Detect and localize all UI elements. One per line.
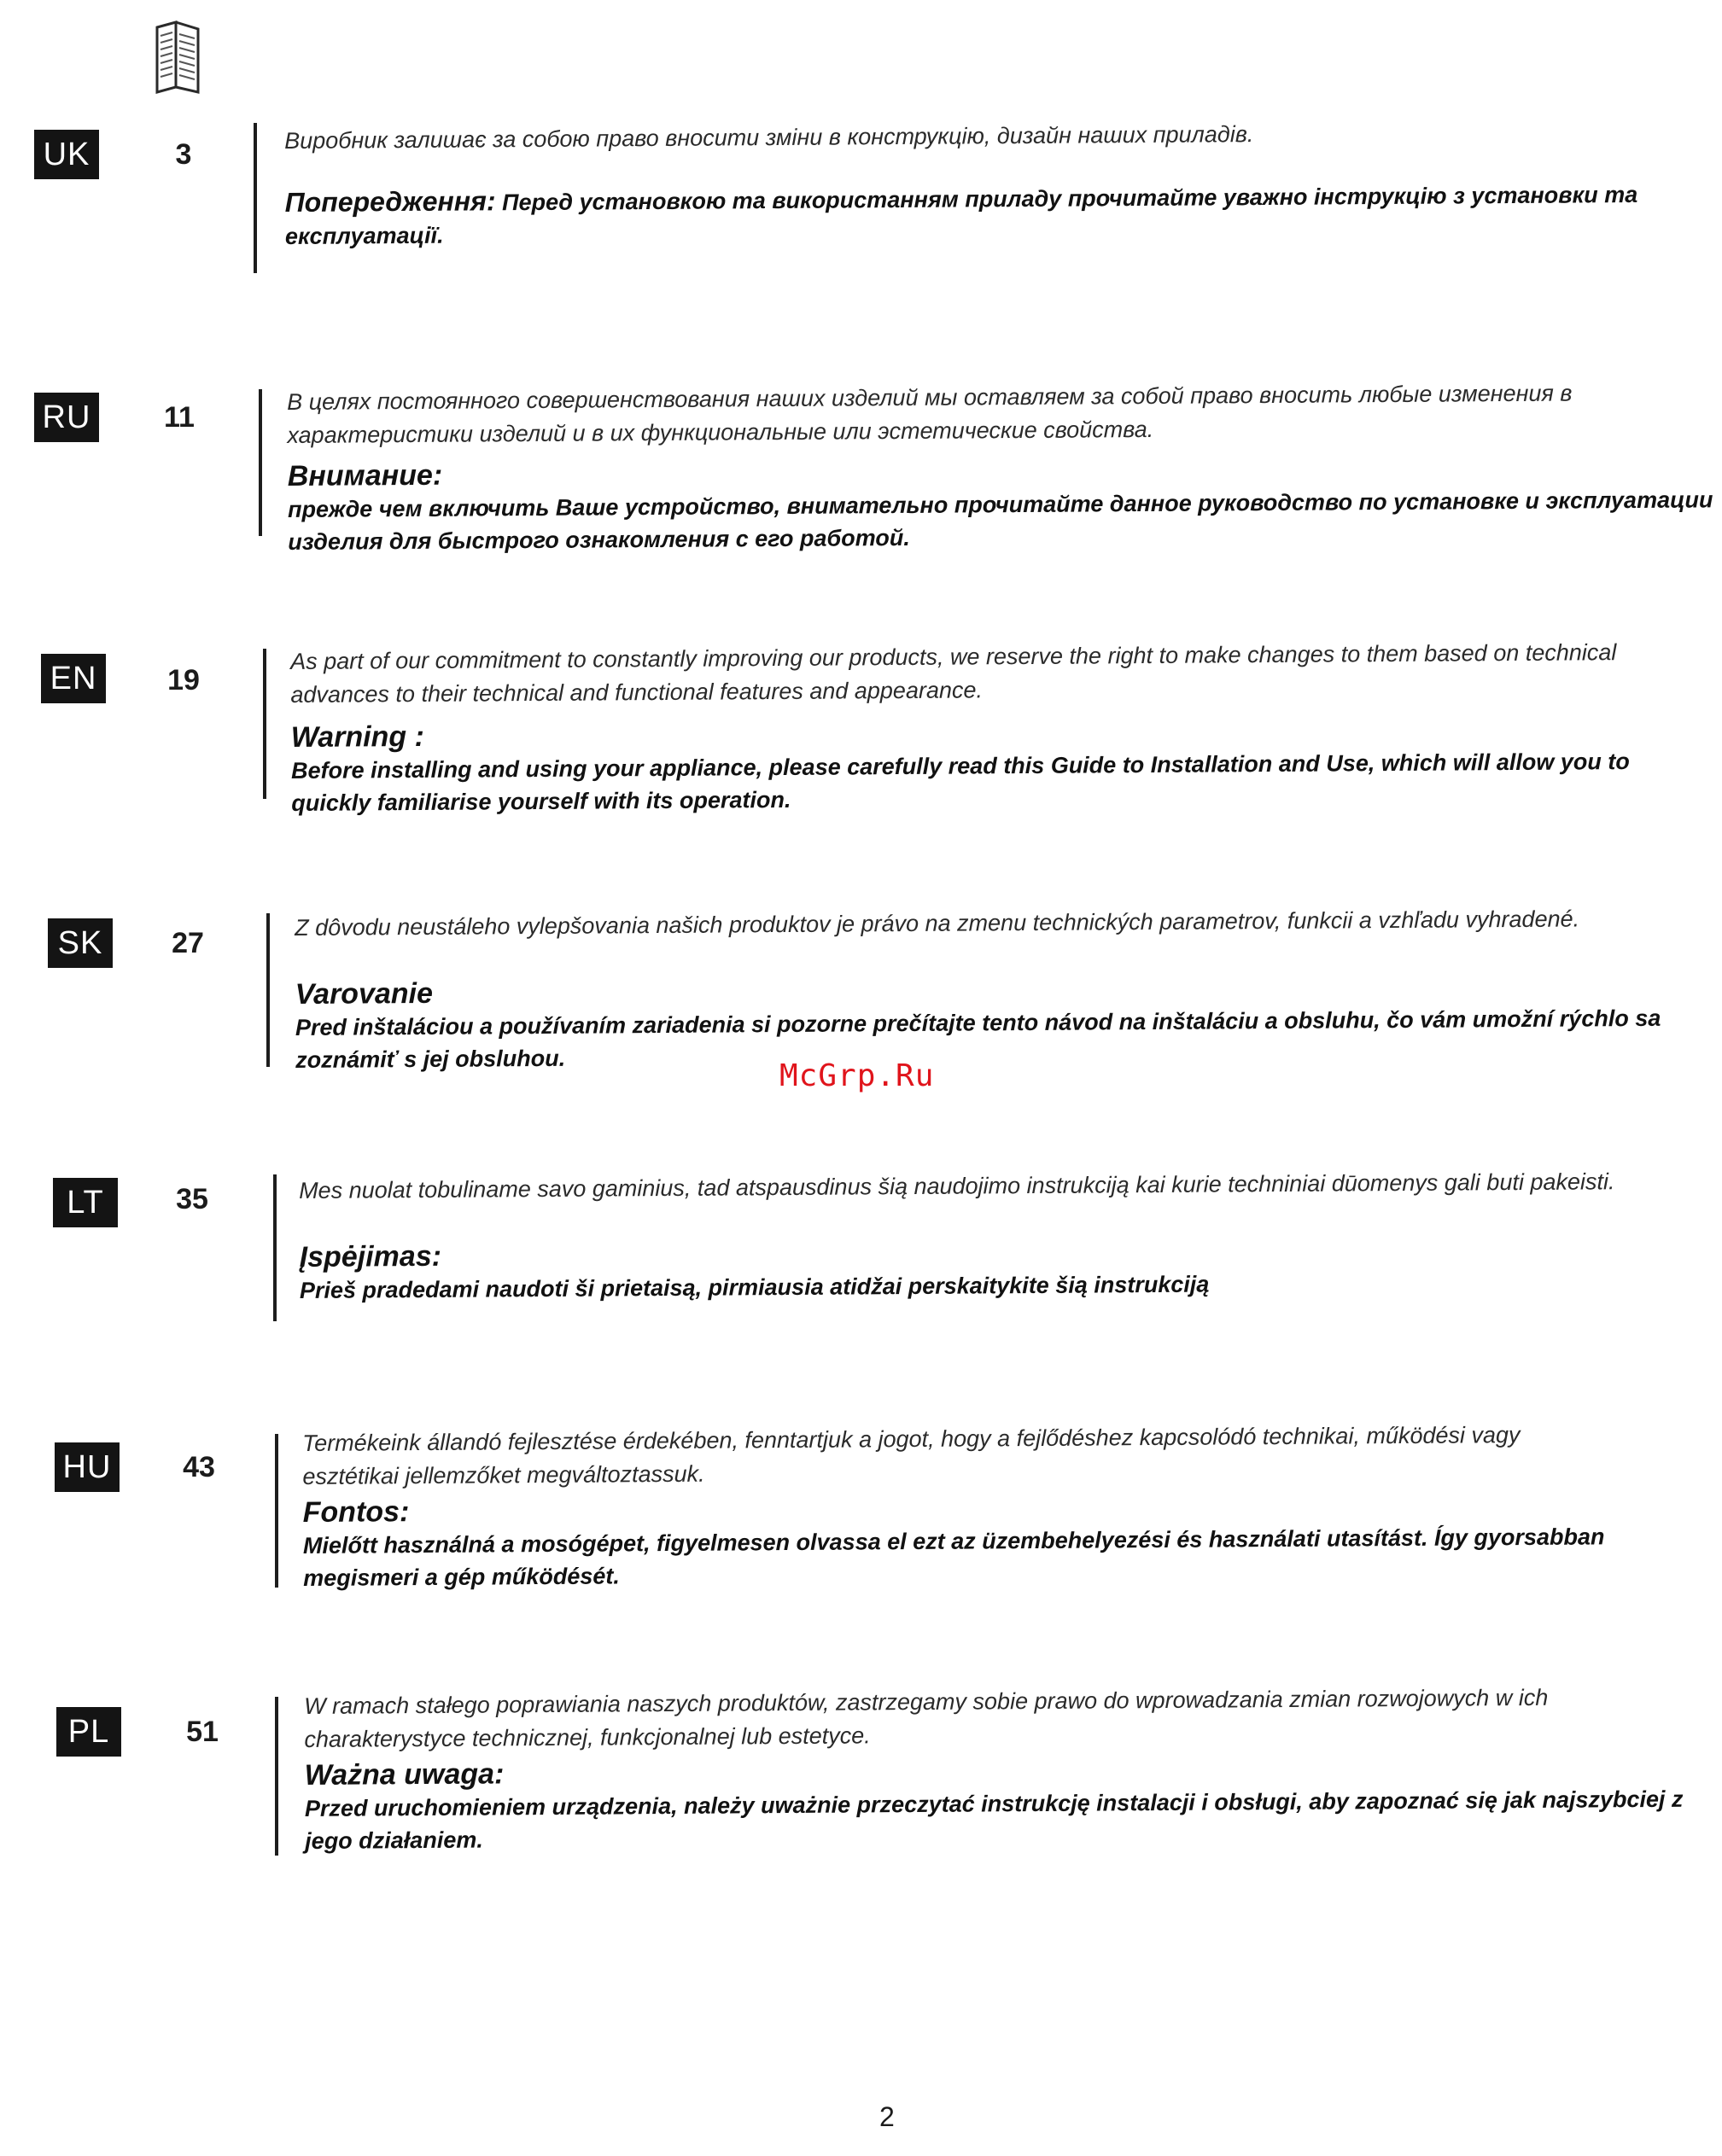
footer-page-number: 2 — [879, 2101, 895, 2132]
language-badge: EN — [41, 654, 106, 703]
section-warning-title: Warning : — [290, 720, 425, 754]
section-intro-text: Виробник залишає за собою право вносити зміни в конструкцію, дизайн наших приладів. — [284, 121, 1254, 154]
section-warning-title: Fontos: — [302, 1495, 410, 1529]
section-divider-line — [275, 1697, 278, 1856]
section-warning-text: Mielőtt használná a mosógépet, figyelmesen olvassa el ezt az üzembehelyezési és használati utasítást. Így gyorsabban megismeri a gép működését. — [302, 1524, 1605, 1591]
page-reference: 51 — [186, 1716, 219, 1748]
section-body — [287, 376, 1714, 558]
section-divider-line — [273, 1174, 277, 1321]
section-body — [284, 114, 1714, 253]
section-body — [299, 1164, 1714, 1307]
section-intro-text: В целях постоянного совершенствования наших изделий мы оставляем за собой право вносить любые изменения в характеристики изделий и в их функциональные или эстетические свойства. — [287, 380, 1573, 448]
section-divider-line — [259, 389, 262, 536]
page-reference: 19 — [167, 664, 200, 696]
section-body — [304, 1680, 1714, 1857]
section-warning-text: Prieš pradedami naudoti ši prietaisą, pirmiausia atidžai perskaitykite šią instrukciją — [299, 1271, 1210, 1303]
section-warning-title: Įspėjimas: — [299, 1239, 442, 1273]
language-badge: PL — [56, 1707, 121, 1757]
section-divider-line — [266, 913, 270, 1067]
section-intro-text: W ramach stałego poprawiania naszych produktów, zastrzegamy sobie prawo do wprowadzania zmian rozwojowych w ich charakterystyce technicznej, funkcjonalnej lub estetyce. — [304, 1684, 1549, 1752]
language-badge: HU — [55, 1442, 120, 1492]
language-badge: SK — [48, 918, 113, 968]
section-divider-line — [275, 1434, 278, 1588]
section-warning-title: Внимание: — [287, 458, 443, 492]
open-book-icon — [152, 19, 205, 94]
page-reference: 3 — [175, 138, 192, 171]
section-warning-text: Przed uruchomieniem urządzenia, należy uważnie przeczytać instrukcję instalacji i obsługi, aby zapoznać się jak najszybciej z jego działaniem. — [304, 1786, 1684, 1854]
section-warning — [284, 175, 1714, 253]
page-reference: 11 — [164, 401, 195, 434]
section-warning-text: Перед установкою та використанням приладу прочитайте уважно інструкцію з установки та експлуатації. — [284, 181, 1638, 249]
page-reference: 35 — [176, 1183, 208, 1215]
section-warning-text: прежде чем включить Ваше устройство, внимательно прочитайте данное руководство по установке и эксплуатации изделия для быстрого ознакомления с его работой. — [287, 487, 1713, 555]
section-divider-line — [263, 649, 266, 799]
section-intro-text: Mes nuolat tobuliname savo gaminius, tad atspausdinus šią naudojimo instrukciją kai kurie techniniai dūomenys gali buti pakeisti. — [299, 1168, 1615, 1203]
section-body — [295, 901, 1714, 1076]
section-body — [290, 635, 1714, 819]
page-reference: 27 — [172, 927, 204, 959]
section-divider-line — [254, 123, 257, 273]
section-warning-title: Varovanie — [295, 976, 434, 1011]
language-badge: RU — [34, 393, 99, 442]
section-body — [302, 1417, 1714, 1594]
language-badge: UK — [34, 130, 99, 179]
section-intro-text: As part of our commitment to constantly improving our products, we reserve the right to make changes to them based on technical advances to their technical and functional features and appearance. — [290, 639, 1617, 708]
section-intro-text: Z dôvodu neustáleho vylepšovania našich produktov je právo na zmenu technických parametrov, funkcii a vzhľadu vyhradené. — [295, 906, 1580, 941]
language-badge: LT — [53, 1178, 118, 1227]
section-warning-text: Before installing and using your appliance, please carefully read this Guide to Installation and Use, which will allow you to quickly familiarise yourself with its operation. — [290, 749, 1630, 816]
section-intro-text: Termékeink állandó fejlesztése érdekében, fenntartjuk a jogot, hogy a fejlődéshez kapcsolódó technikai, működési vagy esztétikai jellemzőket megváltoztassuk. — [302, 1422, 1521, 1489]
section-warning-text: Pred inštaláciou a používaním zariadenia si pozorne prečítajte tento návod na inštaláciu a obsluhu, čo vám umožní rýchlo sa zoznámiť s jej obsluhou. — [295, 1005, 1661, 1073]
section-warning-title: Ważna uwaga: — [304, 1757, 505, 1792]
site-watermark: McGrp.Ru — [779, 1058, 935, 1093]
section-warning-title: Попередження: — [284, 185, 496, 218]
page-reference: 43 — [183, 1451, 215, 1483]
